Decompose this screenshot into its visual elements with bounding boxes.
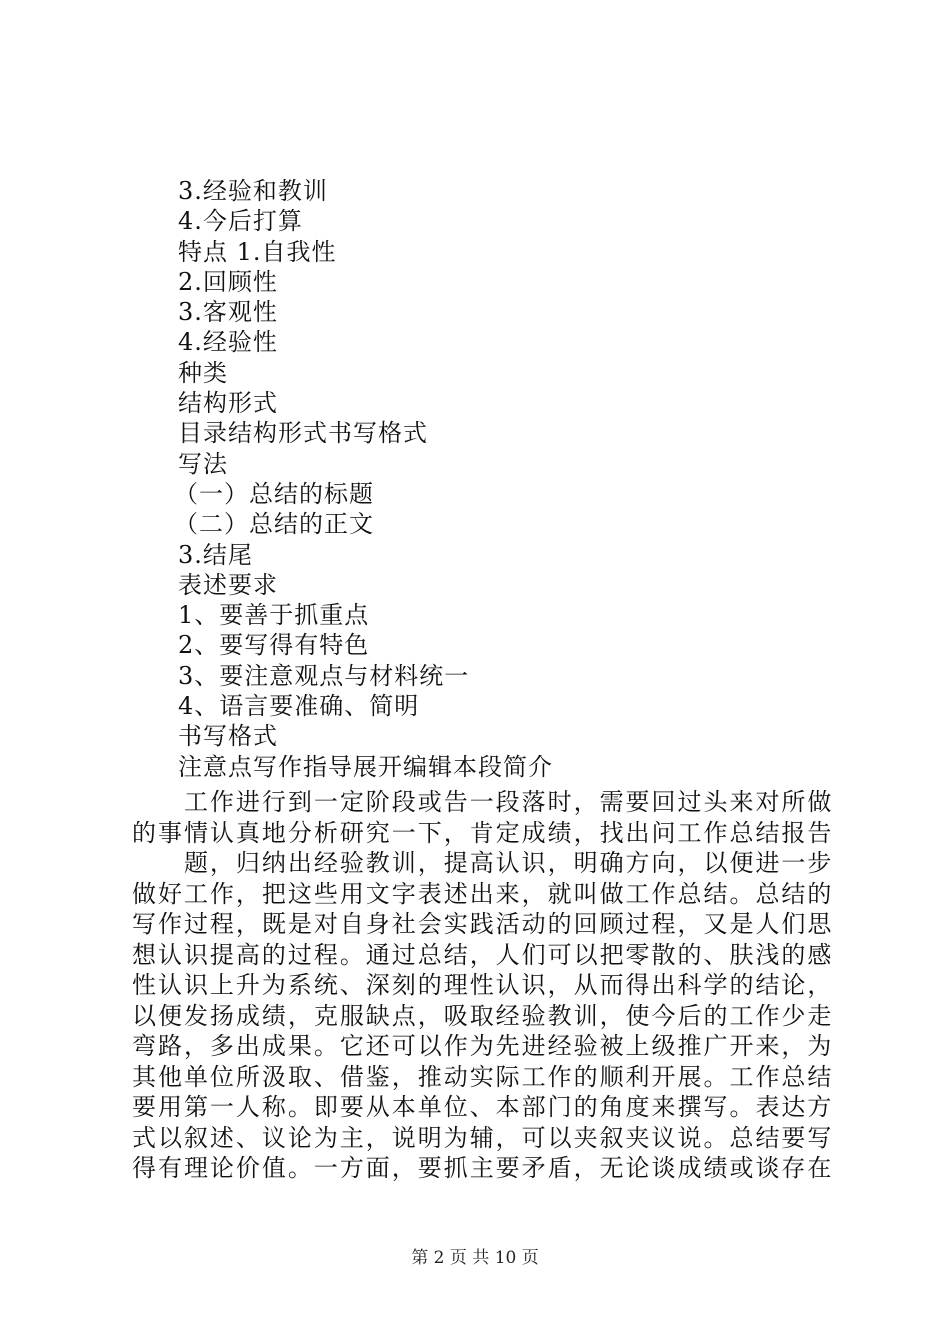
body-line: 以便发扬成绩，克服缺点，吸取经验教训，使今后的工作少走 <box>132 1001 832 1030</box>
outline-item: 种类 <box>178 358 228 387</box>
body-line: 式以叙述、议论为主，说明为辅，可以夹叙夹议说。总结要写 <box>132 1123 832 1152</box>
outline-item: 3.客观性 <box>178 298 278 327</box>
outline-item: 目录结构形式书写格式 <box>178 419 428 448</box>
outline-item: 2、要写得有特色 <box>178 631 370 660</box>
body-line: 的事情认真地分析研究一下，肯定成绩，找出问工作总结报告 <box>132 818 832 847</box>
outline-item: 注意点写作指导展开编辑本段简介 <box>178 752 553 781</box>
body-line: 其他单位所汲取、借鉴，推动实际工作的顺利开展。工作总结 <box>132 1062 832 1091</box>
body-line: 性认识上升为系统、深刻的理性认识，从而得出科学的结论， <box>132 971 832 999</box>
body-line: 得有理论价值。一方面，要抓主要矛盾，无论谈成绩或谈存在 <box>132 1154 832 1182</box>
outline-item: 1、要善于抓重点 <box>178 601 370 630</box>
body-line: 想认识提高的过程。通过总结，人们可以把零散的、肤浅的感 <box>132 940 832 969</box>
outline-item: 特点 1.自我性 <box>178 237 337 266</box>
outline-item: 2.回顾性 <box>178 267 278 296</box>
outline-item: 4.今后打算 <box>178 207 303 236</box>
outline-item: 书写格式 <box>178 722 278 751</box>
body-paragraph <box>132 787 832 1184</box>
outline-item: 写法 <box>178 449 228 478</box>
body-line: 要用第一人称。即要从本单位、本部门的角度来撰写。表达方 <box>132 1093 832 1121</box>
outline-item: 4.经验性 <box>178 328 278 357</box>
outline-item: 表述要求 <box>178 570 278 599</box>
body-line: 做好工作，把这些用文字表述出来，就叫做工作总结。总结的 <box>132 879 832 908</box>
body-line: 题，归纳出经验教训，提高认识，明确方向，以便进一步 <box>132 849 832 877</box>
outline-item: 4、语言要准确、简明 <box>178 692 420 721</box>
outline-item: （一）总结的标题 <box>174 479 374 508</box>
outline-item: 3.结尾 <box>178 540 253 569</box>
outline-item: （二）总结的正文 <box>174 510 374 539</box>
outline-item: 结构形式 <box>178 389 278 418</box>
body-line: 工作进行到一定阶段或告一段落时，需要回过头来对所做 <box>132 788 832 816</box>
body-line: 弯路，多出成果。它还可以作为先进经验被上级推广开来，为 <box>132 1032 832 1060</box>
outline-item: 3.经验和教训 <box>178 177 328 205</box>
body-line: 写作过程，既是对自身社会实践活动的回顾过程，又是人们思 <box>132 910 832 938</box>
page-number-footer: 第 2 页 共 10 页 <box>411 1248 539 1268</box>
outline-item: 3、要注意观点与材料统一 <box>178 661 470 690</box>
outline-list <box>174 176 858 782</box>
